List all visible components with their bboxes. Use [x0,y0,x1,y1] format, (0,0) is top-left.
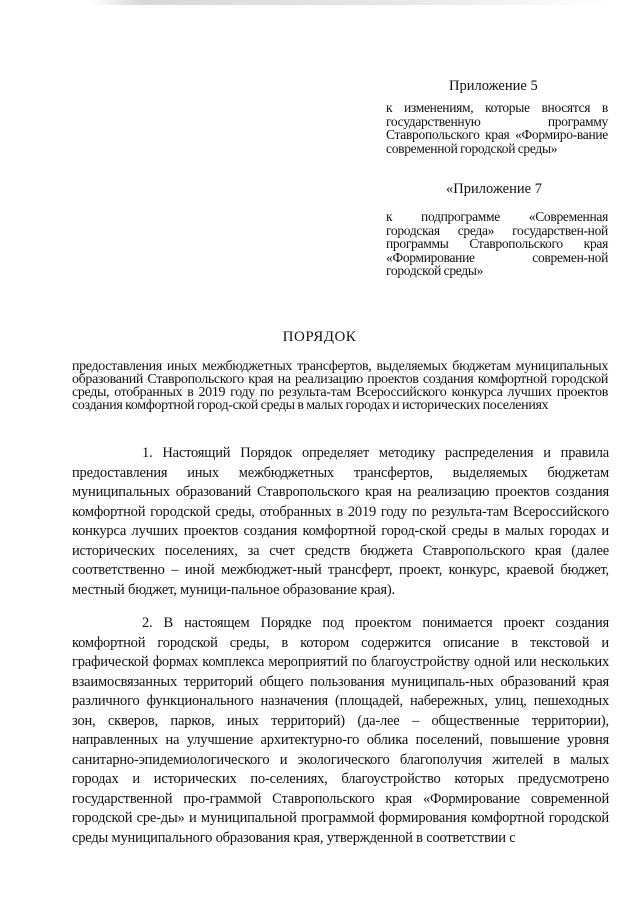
annex-7-text: к подпрограмме «Современная городская среда» государствен-ной программы Ставропольского края «Формирование современ-ной городской среды» [386,209,608,278]
annex-5-title: Приложение 5 [449,78,538,94]
document-subtitle: предоставления иных межбюджетных трансфертов, выделяемых бюджетам муниципальных образований Ставропольского края на реализацию проектов создания комфортной городской среды, отобранных в 2019 году по результа-там Всероссийского конкурса лучших проектов создания комфортной город-ской среды в малых городах и исторических поселениях [72,359,608,413]
annex-5-text: к изменениям, которые вносятся в государственную программу Ставропольского края «Формиро-вание современной городской среды» [386,100,608,156]
paragraph-1: 1. Настоящий Порядок определяет методику распределения и правила предоставления иных межбюджетных трансфертов, выделяемых бюджетам муниципальных образований Ставропольского края на реализацию проектов создания комфортной городской среды, отобранных в 2019 году по результа-там Всероссийского конкурса лучших проектов создания комфортной город-ской среды в малых городах и исторических поселениях, за счет средств бюджета Ставропольского края (далее соответственно – иной межбюджет-ный трансферт, проект, конкурс, краевой бюджет, местный бюджет, муници-пальное образование края). [72,445,609,598]
annex-7-title: «Приложение 7 [446,181,542,197]
paragraph-2: 2. В настоящем Порядке под проектом понимается проект создания комфортной городской среды, в котором содержится описание в текстовой и графической формах комплекса мероприятий по благоустройству одной или нескольких взаимосвязанных территорий общего пользования муниципаль-ных образований края различного функционального назначения (площадей, набережных, улиц, пешеходных зон, скверов, парков, иных территорий) (да-лее – общественные территории), направленных на улучшение архитектурно-го облика поселений, повышение уровня санитарно-эпидемиологического и экологического благополучия жителей в малых городах и исторических по-селениях, благоустройство которых предусмотрено государственной про-граммой Ставропольского края «Формирование современной городской сре-ды» и муниципальной программой формирования комфортной городской среды муниципального образования края, утвержденной в соответствии с [72,615,609,846]
document-title: ПОРЯДОК [282,329,357,345]
scan-artifact [90,0,610,5]
